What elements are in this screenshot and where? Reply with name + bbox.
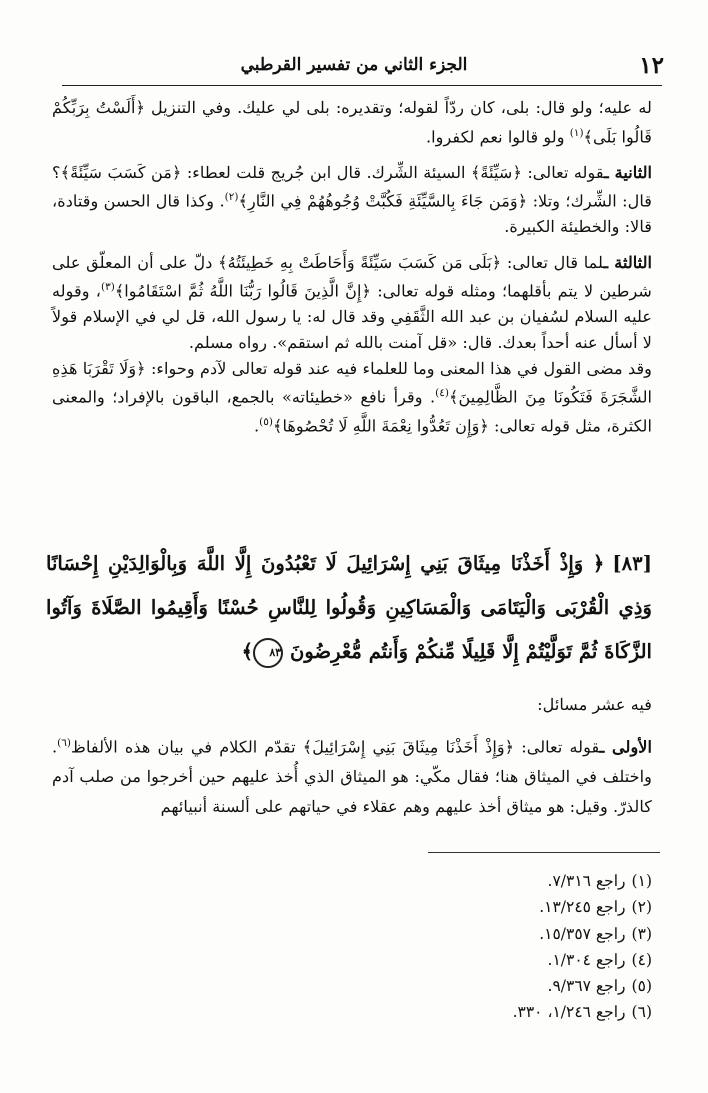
paragraph-text: قوله تعالى: ﴿وَإِذْ أَخَذْنَا مِيثَاقَ بَنِي إِسْرَائِيلَ﴾ تقدّم الكلام في بيان هذه الألفاظ <box>71 737 600 757</box>
paragraph-text: ، وقوله عليه السلام لسُفيان بن عبد الله الثَّقَفِي وقد قال له: يا رسول الله، قل لي في الإسلام قولاً لا أسأل عنه أحداً بعدك. قال: «قل آمنت بالله ثم استقم». رواه مسلم. <box>52 281 652 352</box>
issue-label: الثانية ـ <box>604 162 653 182</box>
footnote-ref: (٢) <box>224 191 239 204</box>
footnote <box>32 999 652 1025</box>
footnote-ref: (١) <box>569 126 584 139</box>
paragraph <box>52 95 652 150</box>
commentary-body-continued <box>52 690 652 830</box>
footnote-ref: (٣) <box>100 281 115 294</box>
footnote <box>32 921 652 947</box>
issue-paragraph <box>52 250 652 356</box>
ayah-end-marker: ٨٣ <box>253 638 283 668</box>
footnote-number: (٥) <box>631 977 652 996</box>
footnote-text: راجع ٩/٣٦٧. <box>547 977 626 996</box>
verse-number: [٨٣] <box>612 552 652 575</box>
quran-verse-block <box>46 542 652 674</box>
footnote-number: (١) <box>631 872 652 890</box>
paragraph-text: ولو قالوا نعم لكفروا. <box>425 126 570 146</box>
footnote <box>32 973 652 999</box>
footnote-ref: (٥) <box>259 416 273 429</box>
footnote <box>32 868 652 894</box>
footnote-ref: (٤) <box>435 387 449 400</box>
footnote-number: (٦) <box>631 1003 652 1022</box>
footnote-number: (٤) <box>631 950 652 969</box>
paragraph-text: له عليه؛ ولو قال: بلى، كان ردّاً لقوله؛ وتقديره: بلى لي عليك. وفي التنزيل ﴿أَلَسْتُ بِرَبِّكُمْ قَالُوا بَلَى﴾ <box>52 98 652 146</box>
footnote <box>32 947 652 973</box>
paragraph-text: . وكذا قال الحسن وقتادة، قالا: والخطيئة الكبيرة. <box>52 191 652 237</box>
issue-label: الثالثة ـ <box>603 252 653 272</box>
footnote-text: راجع ١٥/٣٥٧. <box>539 924 626 943</box>
issue-paragraph <box>52 728 652 822</box>
footnote-text: راجع ١٣/٢٤٥. <box>539 898 626 917</box>
footnote-divider <box>428 852 660 853</box>
commentary-body <box>52 95 652 449</box>
footnote-ref: (٦) <box>57 737 72 749</box>
paragraph-text: وقد مضى القول في هذا المعنى وما للعلماء فيه عند قوله تعالى لآدم وحواء: ﴿وَلَا تَقْرَبَا هَذِهِ الشَّجَرَةَ فَتَكُونَا مِنَ الظَّالِمِينَ﴾ <box>52 358 652 407</box>
paragraph <box>52 356 652 440</box>
running-header-title: الجزء الثاني من تفسير القرطبي <box>240 55 468 75</box>
footnote-text: راجع ٧/٣١٦. <box>547 872 626 890</box>
page-number: ١٢ <box>639 52 664 79</box>
paragraph-text: لما قال تعالى: ﴿بَلَى مَن كَسَبَ سَيِّئَةً وَأَحَاطَتْ بِهِ خَطِيئَتُهُ﴾ دلّ على أن المعلّق على شرطين لا يتم بأقلهما؛ ومثله قوله تعالى: ﴿إِنَّ الَّذِينَ قَالُوا رَبُّنَا اللَّهُ ثُمَّ اسْتَقَامُوا﴾ <box>52 252 652 301</box>
paragraph-text: . وقرأ نافع «خطيئاته» بالجمع، الباقون بالإفراد؛ والمعنى الكثرة، مثل قوله تعالى: ﴿وَإِن تَعُدُّوا نِعْمَةَ اللَّهِ لَا تُحْصُوهَا﴾ <box>52 387 652 436</box>
footnote-number: (٢) <box>631 898 652 917</box>
issues-intro: فيه عشر مسائل: <box>537 695 652 714</box>
paragraph-text: . واختلف في الميثاق هنا؛ فقال مكّي: هو الميثاق الذي أُخذ عليهم حين أخرجوا من صلب آدم كالذرّ. وقيل: هو ميثاق أخذ عليهم وهم عقلاء في حياتهم على ألسنة أنبيائهم <box>52 737 652 817</box>
paragraph-text: قوله تعالى: ﴿سَيِّئَةً﴾ السيئة الشِّرك. قال ابن جُريج قلت لعطاء: ﴿مَن كَسَبَ سَيِّئَةً﴾؟ قال: الشِّرك؛ وتلا: ﴿وَمَن جَاءَ بِالسَّيِّئَةِ فَكُبَّتْ وُجُوهُهُمْ فِي النَّارِ﴾ <box>52 162 652 211</box>
paragraph-text: . <box>253 416 260 436</box>
issue-paragraph <box>52 160 652 240</box>
footnote-text: راجع ١/٣٠٤. <box>547 950 626 969</box>
verse-closing-bracket: ﴾ <box>241 640 254 663</box>
verse-text: ﴿ وَإِذْ أَخَذْنَا مِيثَاقَ بَنِي إِسْرَائِيلَ لَا تَعْبُدُونَ إِلَّا اللَّهَ وَبِالْوَالِدَيْنِ إِحْسَانًا وَذِي الْقُرْبَى وَالْيَتَامَى وَالْمَسَاكِينِ وَقُولُوا لِلنَّاسِ حُسْنًا وَأَقِيمُوا الصَّلَاةَ وَآتُوا الزَّكَاةَ ثُمَّ تَوَلَّيْتُمْ إِلَّا قَلِيلًا مِّنكُمْ وَأَنتُم مُّعْرِضُونَ <box>46 552 652 663</box>
footnote-number: (٣) <box>631 924 652 943</box>
footnotes-list <box>32 868 652 1026</box>
footnote-text: راجع ١/٢٤٦، ٣٣٠. <box>512 1003 626 1022</box>
footnote <box>32 894 652 920</box>
header-divider <box>62 85 662 86</box>
issue-label: الأولى ـ <box>599 737 653 757</box>
